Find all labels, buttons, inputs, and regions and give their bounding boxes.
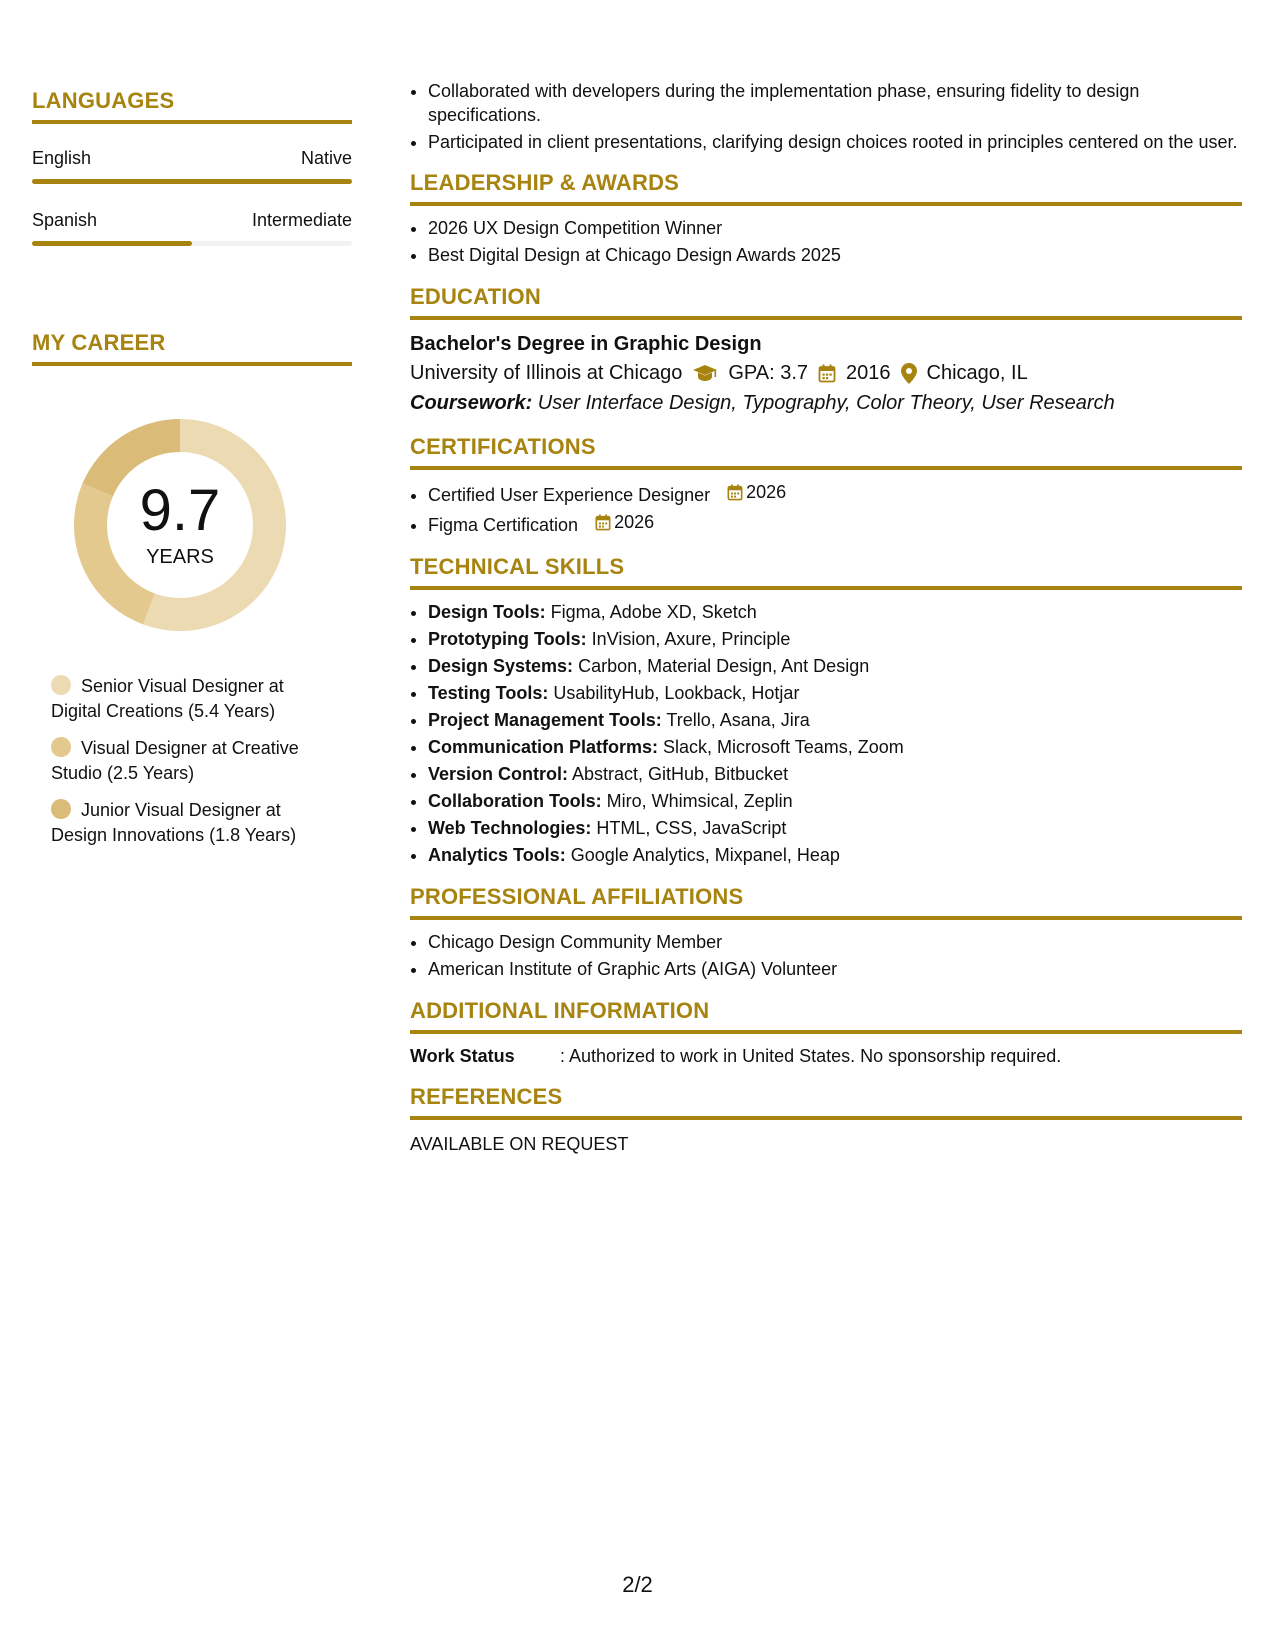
education-degree: Bachelor's Degree in Graphic Design: [410, 333, 762, 355]
legend-label: Senior Visual Designer at Digital Creations (5.4 Years): [51, 676, 284, 721]
skill-label: Prototyping Tools:: [428, 629, 587, 649]
skill-item: [428, 681, 1242, 706]
language-bar: [32, 241, 352, 246]
legend-dot: [51, 675, 71, 695]
coursework-value: User Interface Design, Typography, Color Theory, User Research: [532, 392, 1115, 414]
skill-label: Design Systems:: [428, 656, 574, 676]
certification-name: Figma Certification: [428, 515, 579, 535]
education-location: Chicago, IL: [926, 362, 1028, 384]
coursework-label: Coursework:: [410, 392, 533, 414]
skill-value: Slack, Microsoft Teams, Zoom: [658, 737, 904, 757]
career-legend: [32, 674, 352, 848]
list-item: • American Institute of Graphic Arts (AIGA) Volunteer: [428, 957, 1242, 982]
certifications-title: CERTIFICATIONS: [410, 434, 1242, 470]
career-total-value: 9.7: [139, 477, 221, 543]
skill-value: Figma, Adobe XD, Sketch: [545, 602, 757, 622]
skill-value: UsabilityHub, Lookback, Hotjar: [548, 683, 800, 703]
skill-label: Project Management Tools:: [428, 710, 662, 730]
education-gpa: GPA: 3.7: [728, 362, 809, 384]
list-item: • Participated in client presentations, clarifying design choices rooted in principles centered on the user.: [428, 130, 1242, 154]
skill-label: Collaboration Tools:: [428, 791, 602, 811]
leadership-list: [410, 216, 1242, 268]
references-title: REFERENCES: [410, 1084, 1242, 1120]
list-item: [428, 480, 1242, 508]
skill-item: [428, 789, 1242, 814]
affiliations-title: PROFESSIONAL AFFILIATIONS: [410, 884, 1242, 920]
legend-label: Junior Visual Designer at Design Innovations (1.8 Years): [51, 800, 297, 845]
education-title: EDUCATION: [410, 284, 1242, 320]
skills-list: [410, 600, 1242, 868]
language-item: [32, 148, 352, 184]
references-text: AVAILABLE ON REQUEST: [410, 1134, 629, 1154]
work-status-row: [410, 1044, 1242, 1068]
skill-item: [428, 816, 1242, 841]
legend-item: [51, 736, 321, 786]
language-bar-fill: [32, 241, 192, 246]
list-item: • Best Digital Design at Chicago Design Awards 2025: [428, 243, 1242, 268]
education-year: 2016: [846, 362, 891, 384]
calendar-icon: [727, 484, 743, 501]
language-level: Native: [300, 148, 352, 168]
calendar-icon: [595, 514, 611, 531]
career-total-unit: YEARS: [146, 545, 214, 568]
language-name: Spanish: [32, 210, 98, 230]
skill-item: [428, 843, 1242, 868]
skill-label: Web Technologies:: [428, 818, 592, 838]
left-column: [32, 88, 352, 860]
education-details: [410, 358, 1242, 388]
donut-center: [65, 410, 295, 640]
certification-year: 2026: [746, 482, 787, 502]
affiliations-list: [410, 930, 1242, 982]
additional-info-title: ADDITIONAL INFORMATION: [410, 998, 1242, 1034]
list-item: [428, 510, 1242, 538]
career-donut-chart: [65, 410, 295, 640]
legend-item: [51, 674, 321, 724]
certification-date: [727, 480, 786, 505]
skill-item: [428, 627, 1242, 652]
skill-value: HTML, CSS, JavaScript: [591, 818, 787, 838]
language-item: [32, 210, 352, 246]
skill-item: [428, 600, 1242, 625]
skill-value: InVision, Axure, Principle: [586, 629, 791, 649]
certifications-list: [410, 480, 1242, 538]
legend-dot: [51, 737, 71, 757]
leadership-title: LEADERSHIP & AWARDS: [410, 170, 1242, 206]
language-level: Intermediate: [251, 210, 352, 230]
legend-label: Visual Designer at Creative Studio (2.5 Years): [51, 738, 299, 783]
skill-value: Google Analytics, Mixpanel, Heap: [565, 845, 840, 865]
list-item: • Collaborated with developers during the implementation phase, ensuring fidelity to design specifications.: [428, 79, 1242, 127]
skill-label: Communication Platforms:: [428, 737, 659, 757]
legend-item: [51, 798, 321, 848]
certification-date: [595, 510, 654, 535]
skill-label: Version Control:: [428, 764, 569, 784]
list-item: • 2026 UX Design Competition Winner: [428, 216, 1242, 241]
right-column: [410, 79, 1242, 1156]
skill-item: [428, 762, 1242, 787]
language-bar-fill: [32, 179, 352, 184]
career-title: MY CAREER: [32, 330, 352, 366]
certification-year: 2026: [614, 512, 655, 532]
skill-item: [428, 708, 1242, 733]
languages-list: [32, 148, 352, 246]
page-number: 2/2: [622, 1572, 653, 1597]
skill-item: [428, 735, 1242, 760]
education-school: University of Illinois at Chicago: [410, 362, 683, 384]
skill-value: Trello, Asana, Jira: [661, 710, 810, 730]
work-status-value: : Authorized to work in United States. No sponsorship required.: [560, 1046, 1062, 1066]
list-item: • Chicago Design Community Member: [428, 930, 1242, 955]
legend-dot: [51, 799, 71, 819]
skill-value: Miro, Whimsical, Zeplin: [601, 791, 793, 811]
skill-label: Design Tools:: [428, 602, 546, 622]
skill-item: [428, 654, 1242, 679]
experience-bullets: [410, 79, 1242, 154]
language-name: English: [32, 148, 92, 168]
skill-value: Abstract, GitHub, Bitbucket: [568, 764, 789, 784]
skill-label: Analytics Tools:: [428, 845, 566, 865]
skill-value: Carbon, Material Design, Ant Design: [573, 656, 870, 676]
languages-title: LANGUAGES: [32, 88, 352, 124]
certification-name: Certified User Experience Designer: [428, 485, 711, 505]
location-pin-icon: [901, 363, 917, 384]
skill-label: Testing Tools:: [428, 683, 549, 703]
skills-title: TECHNICAL SKILLS: [410, 554, 1242, 590]
graduation-cap-icon: [692, 364, 718, 382]
language-bar: [32, 179, 352, 184]
education-coursework: [410, 388, 1242, 418]
calendar-icon: [818, 364, 836, 383]
work-status-label: Work Status: [410, 1046, 515, 1066]
